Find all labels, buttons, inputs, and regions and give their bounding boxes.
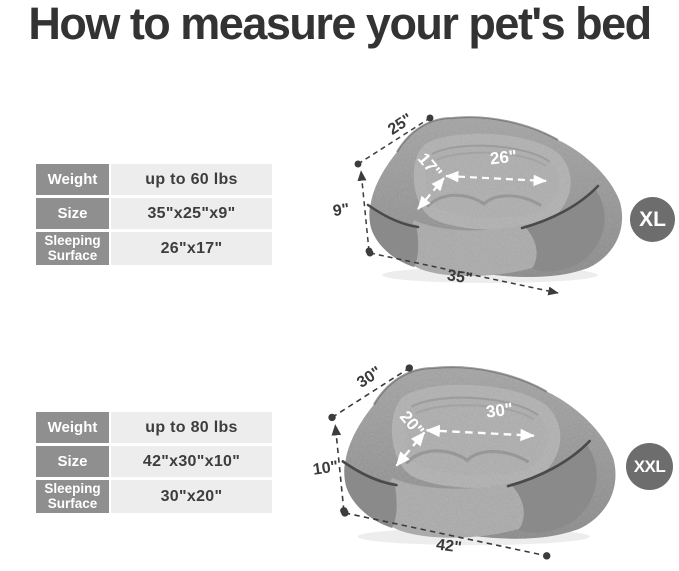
- dimension-label-sleeping-depth: 20": [395, 407, 428, 441]
- spec-value-cell: 35"x25"x9": [111, 198, 272, 229]
- spec-value-cell: 26"x17": [111, 232, 272, 265]
- dimension-label-top-edge: 30": [354, 363, 385, 392]
- spec-label-cell: Weight: [36, 164, 109, 195]
- dimension-label-height: 9": [331, 200, 351, 221]
- size-badge-xl: XL: [630, 197, 675, 242]
- spec-label-cell: Weight: [36, 412, 109, 443]
- spec-table-xl: [36, 164, 274, 268]
- spec-value-cell: 30"x20": [111, 480, 272, 513]
- dimension-label-sleeping-width: 30": [484, 399, 514, 422]
- bed-illustration-xl: [330, 92, 630, 307]
- page-title: How to measure your pet's bed: [28, 0, 651, 49]
- size-badge-xxl: XXL: [626, 443, 673, 490]
- bed-illustration-xxl: [302, 340, 624, 571]
- dimension-label-bottom-edge: 35": [445, 267, 474, 288]
- table-row: [36, 446, 274, 477]
- spec-label-cell: Sleeping Surface: [36, 232, 109, 265]
- dimension-label-top-edge: 25": [385, 110, 416, 139]
- dimension-label-bottom-edge: 42": [435, 536, 463, 557]
- pet-bed-art: [330, 92, 630, 307]
- table-row: [36, 164, 274, 195]
- table-row: [36, 198, 274, 229]
- table-row: [36, 232, 274, 265]
- bed-body: [330, 92, 630, 307]
- spec-value-cell: up to 60 lbs: [111, 164, 272, 195]
- spec-value-cell: up to 80 lbs: [111, 412, 272, 443]
- spec-value-cell: 42"x30"x10": [111, 446, 272, 477]
- dimension-label-sleeping-depth: 17": [413, 149, 446, 183]
- spec-table-xxl: [36, 412, 274, 516]
- spec-label-cell: Sleeping Surface: [36, 480, 109, 513]
- bed-body: [302, 340, 624, 571]
- pet-bed-art: [302, 340, 624, 571]
- dimension-label-sleeping-width: 26": [489, 146, 518, 169]
- spec-label-cell: Size: [36, 446, 109, 477]
- spec-label-cell: Size: [36, 198, 109, 229]
- dimension-label-height: 10": [311, 458, 340, 479]
- table-row: [36, 412, 274, 443]
- table-row: [36, 480, 274, 513]
